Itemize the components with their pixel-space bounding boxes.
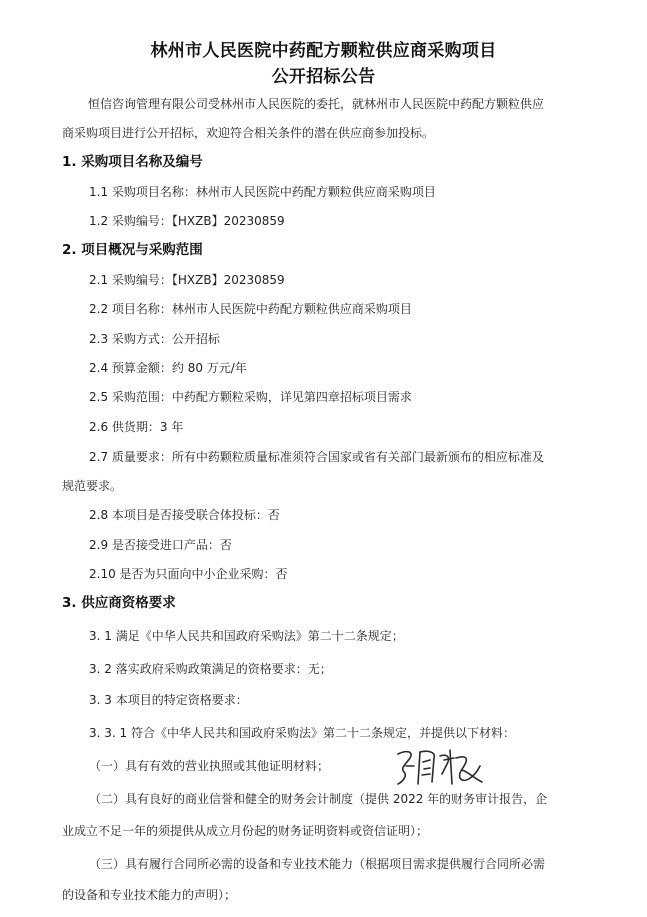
requirement-3-line-2: 的设备和专业技术能力的声明）；: [62, 888, 237, 902]
section-3-heading: 3. 供应商资格要求: [62, 595, 176, 611]
document-subtitle: 公开招标公告: [271, 67, 376, 87]
item-1-2: 1.2 采购编号：【HXZB】20230859: [89, 214, 285, 228]
item-2-7-line-2: 规范要求。: [62, 479, 123, 493]
item-2-5: 2.5 采购范围：中药配方颗粒采购，详见第四章招标项目需求: [89, 390, 412, 404]
requirement-2-line-1: （二）具有良好的商业信誉和健全的财务会计制度（提供 2022 年的财务审计报告，企: [89, 792, 548, 806]
section-2-heading: 2. 项目概况与采购范围: [62, 242, 203, 258]
item-2-7-line-1: 2.7 质量要求：所有中药颗粒质量标准须符合国家或省有关部门最新颁布的相应标准及: [89, 450, 544, 464]
section-1-heading: 1. 采购项目名称及编号: [62, 154, 203, 170]
item-2-1: 2.1 采购编号：【HXZB】20230859: [89, 273, 285, 287]
item-2-6: 2.6 供货期：3 年: [89, 420, 184, 434]
document-title: 林州市人民医院中药配方颗粒供应商采购项目: [150, 41, 497, 61]
intro-paragraph-line-1: 恒信咨询管理有限公司受林州市人民医院的委托，就林州市人民医院中药配方颗粒供应: [88, 97, 545, 111]
item-3-2: 3. 2 落实政府采购政策满足的资格要求：无；: [89, 662, 332, 676]
item-2-10: 2.10 是否为只面向中小企业采购：否: [89, 567, 288, 581]
item-2-3: 2.3 采购方式：公开招标: [89, 332, 220, 346]
item-2-8: 2.8 本项目是否接受联合体投标：否: [89, 508, 280, 522]
item-2-2: 2.2 项目名称：林州市人民医院中药配方颗粒供应商采购项目: [89, 302, 412, 316]
item-3-3: 3. 3 本项目的特定资格要求：: [89, 693, 248, 707]
requirement-2-line-2: 业成立不足一年的须提供从成立月份起的财务证明资料或资信证明）；: [62, 824, 429, 838]
item-1-1: 1.1 采购项目名称：林州市人民医院中药配方颗粒供应商采购项目: [89, 185, 436, 199]
handwritten-signature: [392, 744, 488, 792]
item-2-4: 2.4 预算金额：约 80 万元/年: [89, 361, 247, 375]
item-3-3-1: 3. 3. 1 符合《中华人民共和国政府采购法》第二十二条规定，并提供以下材料：: [89, 726, 515, 740]
item-2-9: 2.9 是否接受进口产品：否: [89, 538, 232, 552]
item-3-1: 3. 1 满足《中华人民共和国政府采购法》第二十二条规定；: [89, 629, 404, 643]
intro-paragraph-line-2: 商采购项目进行公开招标，欢迎符合相关条件的潜在供应商参加投标。: [62, 126, 435, 140]
requirement-3-line-1: （三）具有履行合同所必需的设备和专业技术能力（根据项目需求提供履行合同所必需: [89, 857, 546, 871]
requirement-1: （一）具有有效的营业执照或其他证明材料；: [89, 759, 330, 773]
